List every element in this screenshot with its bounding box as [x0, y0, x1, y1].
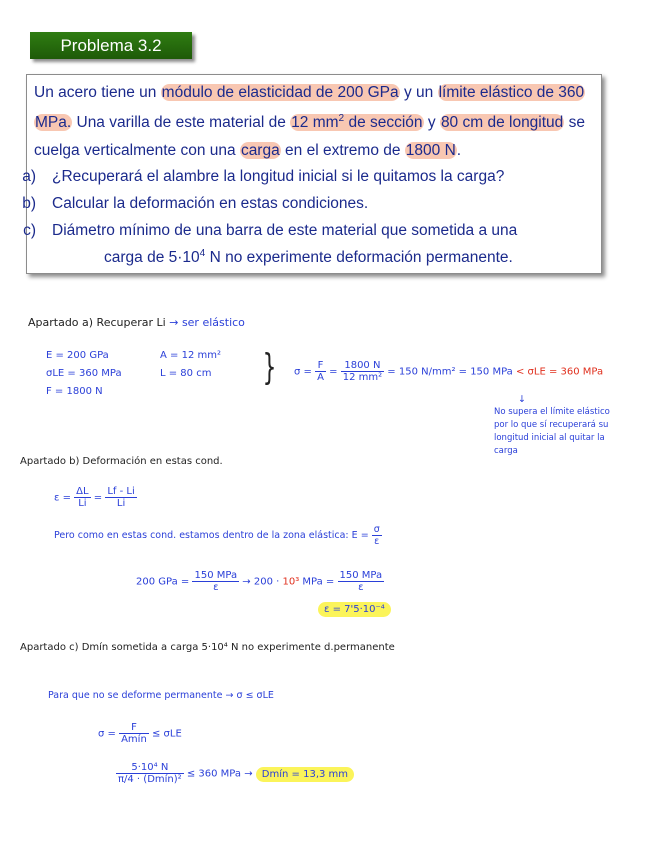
arrow-icon: →: [242, 576, 251, 588]
down-arrow-icon: ↓: [518, 394, 526, 405]
fraction-den: π/4 · (Dmín)²: [118, 774, 182, 785]
list-item-letter: c): [23, 222, 36, 239]
statement-text: Una varilla de este material de: [72, 114, 291, 132]
section-a-heading: [28, 316, 245, 329]
list-item-letter: b): [22, 195, 36, 212]
highlight-mpa: MPa.: [35, 114, 72, 132]
statement-text: 12 mm: [291, 114, 339, 132]
list-item: [0, 168, 504, 186]
fraction-den: Amín: [121, 734, 147, 745]
statement-text: en el extremo de: [280, 142, 405, 159]
eq-text: 200 ·: [253, 576, 280, 588]
list-item-text: N no experimente deformación permanente.: [205, 249, 513, 267]
eq-text: =: [329, 366, 338, 378]
heading-text: ser elástico: [181, 316, 245, 329]
highlight-length: 80 cm de longitud: [440, 114, 564, 132]
fraction: [119, 722, 149, 745]
list-item-text: ¿Recuperará el alambre la longitud inicial si le quitamos la carga?: [52, 168, 505, 185]
note-line: carga: [494, 446, 518, 456]
fraction-num: F: [119, 722, 149, 734]
eq-text: = 150 N/mm² = 150 MPa: [387, 366, 513, 378]
fraction-num: 150 MPa: [339, 570, 383, 581]
heading-text: Apartado a) Recuperar Li: [28, 316, 166, 329]
fraction-den: A: [317, 372, 324, 383]
list-item: [0, 222, 517, 240]
fraction-den: ε: [374, 536, 380, 547]
fraction-num: F: [315, 360, 326, 372]
fraction: [74, 486, 90, 509]
eq-text: ≤ σLE: [151, 728, 182, 740]
explanation-text: Para que no se deforme permanente: [48, 690, 223, 701]
arrow-icon: →: [225, 690, 234, 701]
statement-text: 2: [338, 113, 345, 124]
problem-title-tab: Problema 3.2: [30, 32, 192, 59]
highlight-section: [290, 114, 423, 131]
explanation-text: Pero como en estas cond. estamos dentro de la zona elástica:: [54, 530, 349, 541]
fraction: [315, 360, 326, 383]
given-a: A = 12 mm²: [160, 350, 221, 361]
strain-calc: [136, 570, 384, 593]
result-highlight: ε = 7'5·10⁻⁴: [318, 602, 391, 617]
given-e: E = 200 GPa: [46, 350, 109, 361]
statement-text: y: [423, 114, 440, 132]
fraction-num: 150 MPa: [194, 570, 238, 581]
statement-line-1: [34, 84, 585, 102]
elastic-zone-line: [54, 524, 382, 547]
fraction: [105, 486, 136, 509]
list-item-text: Calcular la deformación en estas condiciones.: [52, 195, 369, 212]
eq-text: E =: [351, 530, 369, 541]
statement-text: .: [456, 142, 462, 159]
fraction-den: Li: [116, 498, 126, 509]
list-item-text: Diámetro mínimo de una barra de este material que sometida a una: [52, 222, 518, 239]
eq-text: =: [93, 492, 103, 504]
fraction: [341, 360, 384, 383]
list-item-letter: a): [22, 168, 36, 185]
strain-equation: [54, 486, 137, 509]
given-f: F = 1800 N: [46, 386, 103, 397]
fraction: [192, 570, 239, 593]
fraction-num: ΔL: [76, 486, 89, 497]
comparison-text: < σLE = 360 MPa: [516, 366, 604, 378]
stress-inequality: [98, 722, 182, 745]
arrow-icon: →: [169, 316, 179, 329]
brace: }: [262, 347, 277, 388]
section-c-heading: Apartado c) Dmín sometida a carga 5·10⁴ N no experimente d.permanente: [20, 642, 395, 653]
section-b-heading: Apartado b) Deformación en estas cond.: [20, 456, 223, 467]
note-line: longitud inicial al quitar la: [494, 433, 605, 443]
statement-text: cuelga verticalmente con una: [34, 142, 240, 159]
highlight-load: carga: [240, 142, 280, 159]
statement-line-3: [34, 142, 461, 160]
eq-text: MPa =: [302, 576, 335, 588]
fraction: [116, 762, 184, 785]
eq-text: 200 GPa =: [136, 576, 190, 588]
no-deform-condition: [48, 690, 274, 701]
highlight-modulus: módulo de elasticidad de 200 GPa: [161, 84, 399, 101]
result-highlight: Dmín = 13,3 mm: [256, 767, 354, 782]
list-item: [0, 195, 368, 213]
fraction-den: ε: [358, 582, 364, 593]
eq-text: σ ≤ σLE: [236, 690, 274, 701]
statement-text: se: [564, 114, 585, 132]
note-line: por lo que sí recuperará su: [494, 420, 609, 430]
fraction-den: Li: [78, 498, 87, 509]
statement-text: Un acero tiene un: [34, 84, 161, 101]
fraction-num: 5·10⁴ N: [116, 762, 184, 774]
eq-text: ≤ 360 MPa: [186, 768, 242, 780]
highlight-elastic-limit: límite elástico de 360: [438, 84, 585, 101]
statement-text: y un: [399, 84, 438, 101]
eq-text: σ =: [98, 728, 116, 740]
list-item-text: carga de 5·10: [104, 249, 200, 267]
stress-equation: [294, 360, 603, 383]
note-line: No supera el límite elástico: [494, 407, 610, 417]
power-text: 10³: [282, 576, 300, 588]
fraction-den: 12 mm²: [342, 372, 383, 383]
eq-text: σ =: [294, 366, 312, 378]
list-item-text: 4: [199, 248, 206, 259]
eq-text: ε =: [54, 492, 71, 504]
given-l: L = 80 cm: [160, 368, 212, 379]
fraction: [338, 570, 385, 593]
statement-line-2: [34, 113, 585, 132]
diameter-inequality: [116, 762, 354, 785]
statement-text: de sección: [344, 114, 423, 132]
highlight-force: 1800 N: [405, 142, 456, 159]
list-item-continuation: [104, 248, 513, 267]
given-sigma-le: σLE = 360 MPa: [46, 368, 122, 379]
fraction-num: σ: [373, 524, 380, 535]
strain-result: [318, 604, 391, 615]
fraction: [372, 524, 382, 547]
fraction-num: Lf - Li: [107, 486, 135, 497]
fraction-den: ε: [213, 582, 219, 593]
fraction-num: 1800 N: [341, 360, 384, 372]
arrow-icon: →: [244, 768, 253, 780]
